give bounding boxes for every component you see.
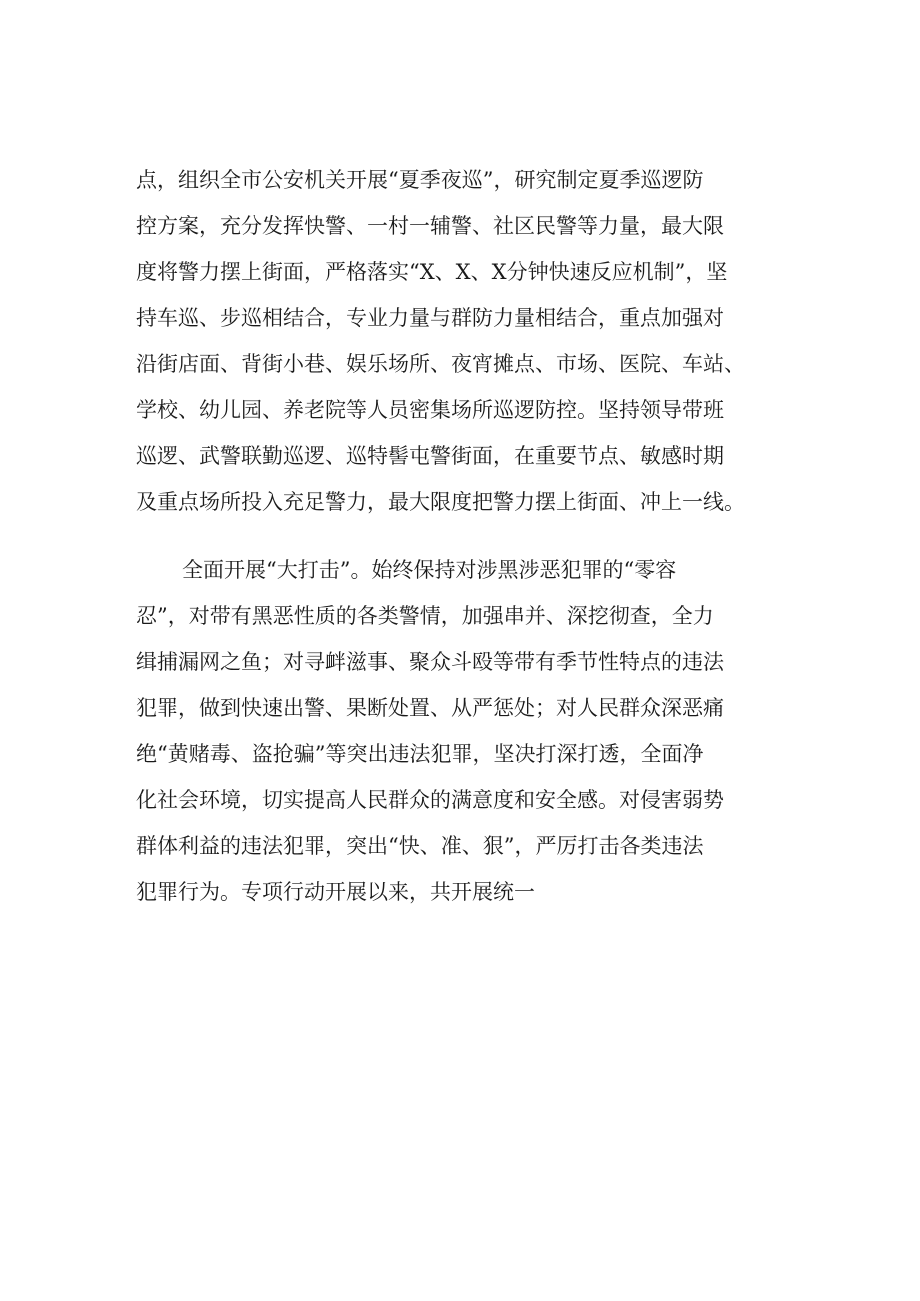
text-line: 学校、幼儿园、养老院等人员密集场所巡逻防控。坚持领导带班: [136, 398, 724, 422]
text-line: 犯罪，做到快速出警、果断处置、从严惩处；对人民群众深恶痛: [136, 696, 724, 720]
text-line: 绝“黄赌毒、盗抢骗”等突出违法犯罪，坚决打深打透，全面净: [136, 742, 704, 766]
text-line: 群体利益的违法犯罪，突出“快、准、狠”，严厉打击各类违法: [136, 834, 704, 858]
text-line: 控方案，充分发挥快警、一村一辅警、社区民警等力量，最大限: [136, 214, 724, 238]
text-line: 缉捕漏网之鱼；对寻衅滋事、聚众斗殴等带有季节性特点的违法: [136, 650, 724, 674]
text-line: 化社会环境，切实提高人民群众的满意度和安全感。对侵害弱势: [136, 788, 724, 812]
text-line: 沿街店面、背街小巷、娱乐场所、夜宵摊点、市场、医院、车站、: [136, 352, 745, 376]
text-line: 持车巡、步巡相结合，专业力量与群防力量相结合，重点加强对: [136, 306, 724, 330]
text-line: 及重点场所投入充足警力，最大限度把警力摆上街面、冲上一线。: [136, 490, 745, 514]
text-line: 度将警力摆上街面，严格落实“X、X、X分钟快速反应机制”，坚: [136, 260, 728, 284]
text-line: 忍”，对带有黑恶性质的各类警情，加强串并、深挖彻查，全力: [136, 604, 714, 628]
text-line: 犯罪行为。专项行动开展以来，共开展统一: [136, 880, 535, 904]
text-line: 点，组织全市公安机关开展“夏季夜巡”，研究制定夏季巡逻防: [136, 168, 704, 192]
text-line: 全面开展“大打击”。始终保持对涉黑涉恶犯罪的“零容: [182, 558, 677, 582]
text-line: 巡逻、武警联勤巡逻、巡特髻屯警街面，在重要节点、敏感时期: [136, 444, 724, 468]
